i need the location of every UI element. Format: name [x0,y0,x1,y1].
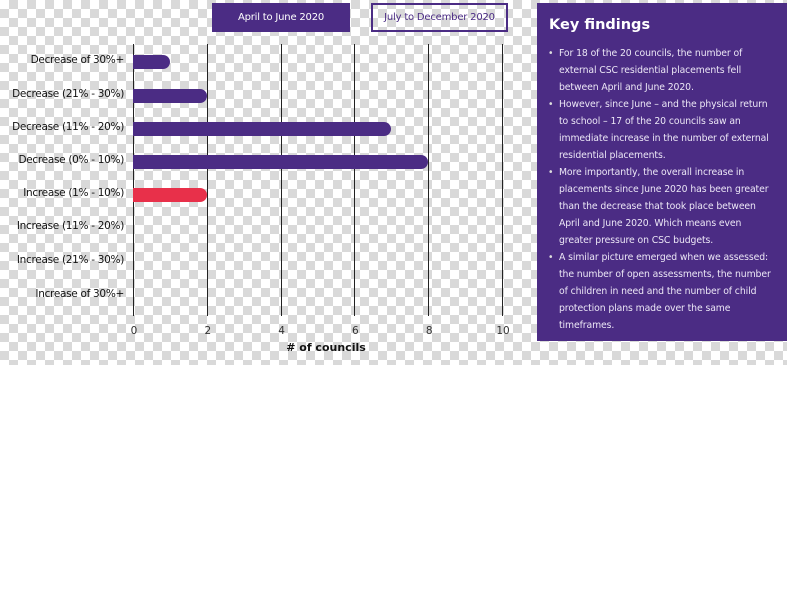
x-tick-label: 0 [130,325,138,337]
category-labels [0,44,124,316]
legend-july-december-button[interactable] [371,3,508,32]
category-label: Decrease (11% - 20%) [12,121,124,133]
legend-july-december-label: July to December 2020 [384,12,495,23]
finding-item: • However, since June – and the physical return to school – 17 of the 20 councils saw an immediate increase in the number of external residential placements. [547,96,777,164]
category-label: Decrease of 30%+ [30,54,124,66]
bar[interactable] [133,55,170,69]
panel-title: Key findings [549,17,651,33]
x-tick-label: 8 [425,325,433,337]
x-tick-label: 10 [496,325,510,337]
category-label: Increase (21% - 30%) [16,254,124,266]
finding-item: • A similar picture emerged when we assessed: the number of open assessments, the number of children in need and the number of child protection plans made over the same timeframes. [547,249,777,334]
category-label: Increase (11% - 20%) [16,220,124,232]
bar[interactable] [133,122,391,136]
bar[interactable] [133,155,428,169]
gridline [354,44,355,316]
category-label: Decrease (21% - 30%) [12,88,124,100]
legend-april-june-label: April to June 2020 [237,12,325,23]
category-label: Decrease (0% - 10%) [18,154,124,166]
x-tick-label: 6 [352,325,359,337]
gridline [207,44,208,316]
gridline [502,44,503,316]
category-label: Increase of 30%+ [35,288,124,300]
bar-chart [0,44,530,364]
x-axis-label: # of councils [286,341,366,354]
legend-april-june-button[interactable] [212,3,350,32]
gridline [428,44,429,316]
gridline [133,44,134,316]
x-tick-label: 4 [278,325,285,337]
bar[interactable] [133,89,207,103]
finding-item: • For 18 of the 20 councils, the number of external CSC residential placements fell between April and June 2020. [547,45,777,96]
x-tick-label: 2 [204,325,212,337]
category-label: Increase (1% - 10%) [23,187,124,199]
gridline [281,44,282,316]
findings-list [547,45,777,334]
bar[interactable] [133,188,207,202]
finding-item: • More importantly, the overall increase in placements since June 2020 has been greater than the decrease that took place between April and June 2020. Which means even greater pressure on CSC budgets. [547,164,777,249]
key-findings-panel [537,3,787,341]
